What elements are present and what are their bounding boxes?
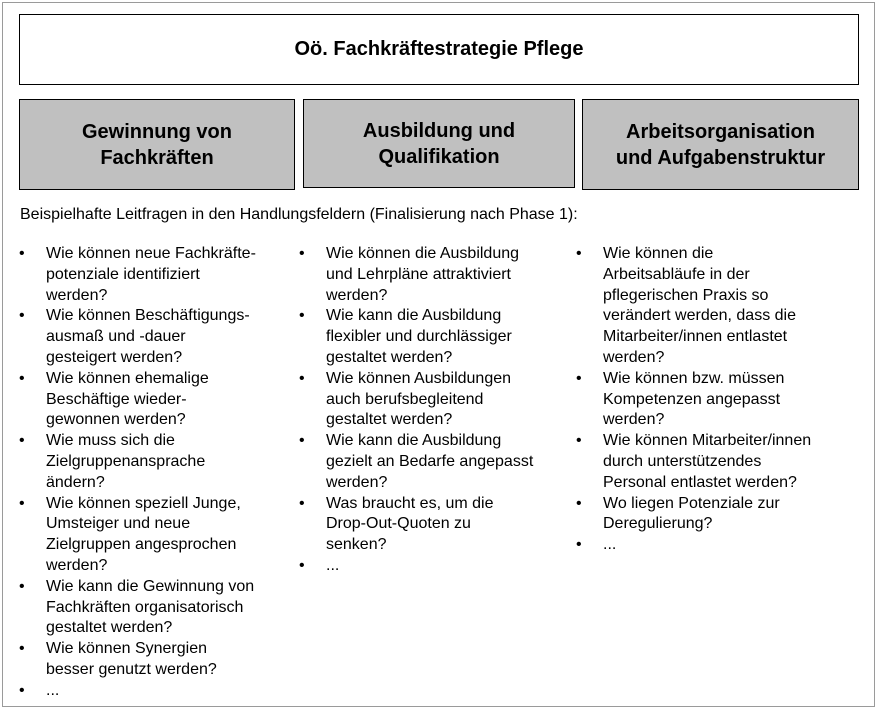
field-training-label: Ausbildung und Qualifikation [362,119,516,168]
field-recruitment [19,99,295,190]
field-training [303,99,575,188]
intro-text: Beispielhafte Leitfragen in den Handlungsfeldern (Finalisierung nach Phase 1): [20,206,578,223]
question-item: • Wie können Synergien besser genutzt werden? [19,639,289,681]
questions-recruitment [19,244,289,702]
question-item: • Wie können bzw. müssen Kompetenzen angepasst werden? [576,369,856,431]
questions-training [299,244,569,577]
question-item: • Wie können die Arbeitsabläufe in der pflegerischen Praxis so verändert werden, dass die Mitarbeiter/innen entlastet werden? [576,244,856,369]
question-item: • Wie können Mitarbeiter/innen durch unterstützendes Personal entlastet werden? [576,431,856,493]
question-item: • ... [299,556,569,577]
question-item: • Wie können die Ausbildung und Lehrpläne attraktiviert werden? [299,244,569,306]
question-item: • Wie können speziell Junge, Umsteiger und neue Zielgruppen angesprochen werden? [19,494,289,577]
question-item: • Wie können neue Fachkräfte- potenziale identifiziert werden? [19,244,289,306]
question-item: • Was braucht es, um die Drop-Out-Quoten zu senken? [299,494,569,556]
question-item: • Wie kann die Ausbildung gezielt an Bedarfe angepasst werden? [299,431,569,493]
field-work-organisation [582,99,859,190]
question-item: • Wie kann die Gewinnung von Fachkräften organisatorisch gestaltet werden? [19,577,289,639]
questions-work-organisation [576,244,856,556]
question-item: • Wie können ehemalige Beschäftige wieder- gewonnen werden? [19,369,289,431]
strategy-title: Oö. Fachkräftestrategie Pflege [19,14,859,85]
question-item: • Wie können Beschäftigungs- ausmaß und -dauer gesteigert werden? [19,306,289,368]
field-recruitment-label: Gewinnung von Fachkräften [82,120,232,169]
question-item: • Wo liegen Potenziale zur Deregulierung? [576,494,856,536]
question-item: • Wie muss sich die Zielgruppenansprache ändern? [19,431,289,493]
question-item: • ... [19,681,289,702]
question-item: • Wie kann die Ausbildung flexibler und durchlässiger gestaltet werden? [299,306,569,368]
diagram-frame [2,2,875,707]
question-item: • ... [576,535,856,556]
question-item: • Wie können Ausbildungen auch berufsbegleitend gestaltet werden? [299,369,569,431]
field-work-organisation-label: Arbeitsorganisation und Aufgabenstruktur [615,120,826,169]
